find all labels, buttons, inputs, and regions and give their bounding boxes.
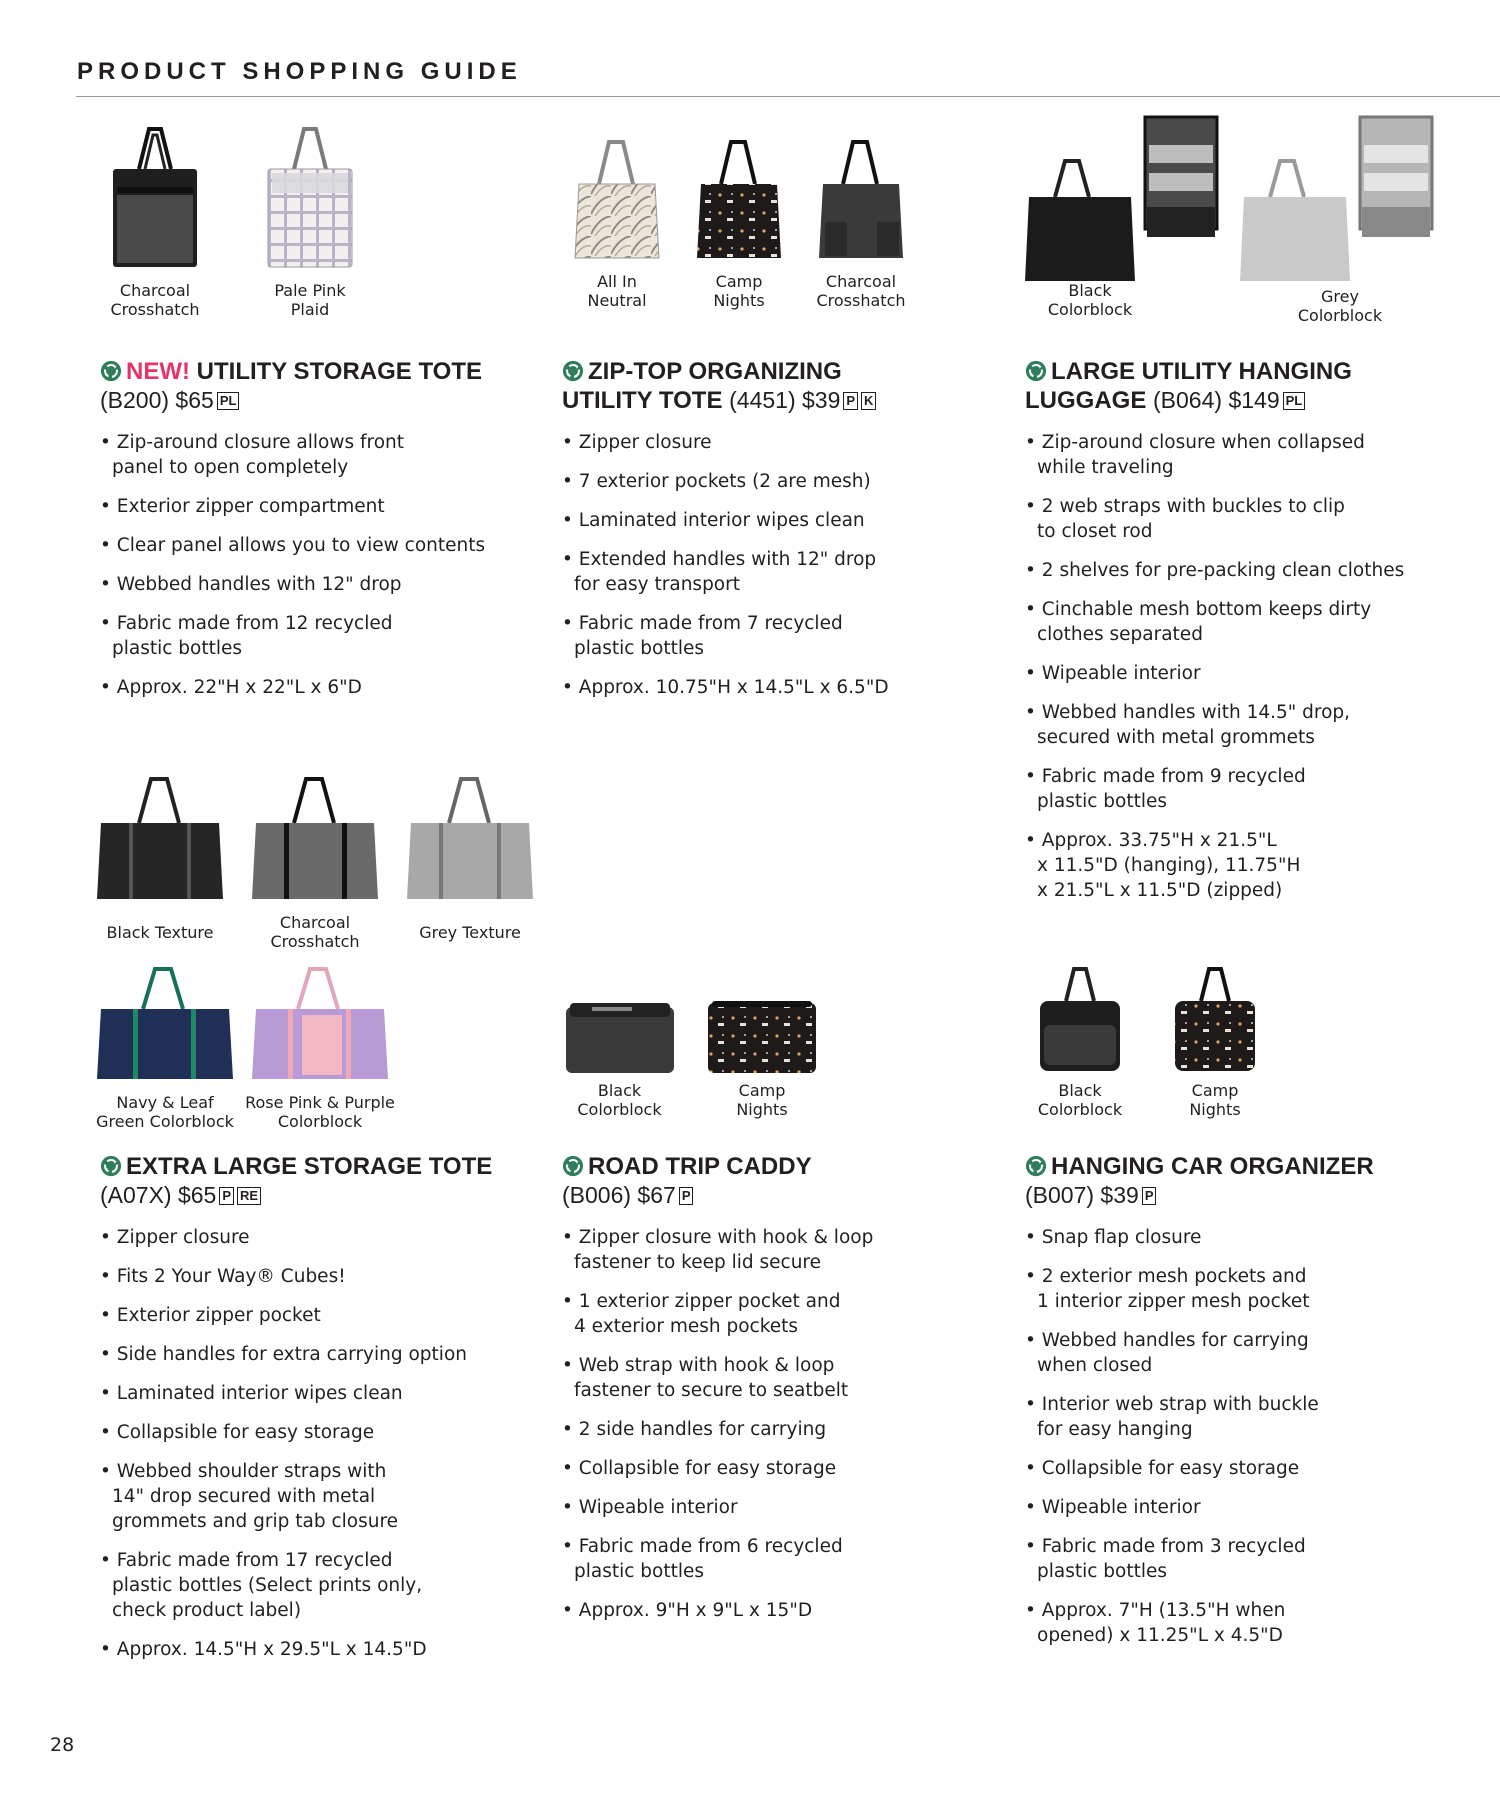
feature-list [100, 1225, 520, 1676]
product-title [1025, 358, 1455, 386]
badge-p: P [219, 1187, 234, 1205]
product-title [100, 1153, 550, 1181]
swatch-grey-colorblock[interactable] [1240, 115, 1440, 325]
swatch-camp-nights[interactable] [702, 995, 822, 1119]
feature-item: • Approx. 9"H x 9"L x 15"D [562, 1600, 813, 1621]
organizer-black-colorblock-icon [1034, 965, 1126, 1075]
page-number: 28 [50, 1734, 75, 1756]
product-road-trip-caddy [562, 995, 952, 1645]
feature-list [562, 430, 942, 714]
product-name-line2: UTILITY TOTE [562, 387, 723, 414]
swatch-label: Black Colorblock [577, 1081, 662, 1119]
swatch-black-texture[interactable] [90, 775, 230, 942]
product-name: HANGING CAR ORGANIZER [1051, 1153, 1374, 1180]
bag-charcoal-crosshatch-icon [815, 136, 907, 266]
product-title-line2 [562, 386, 942, 415]
recycle-icon [562, 360, 584, 382]
feature-item: • Zip-around closure allows front panel to open completely [100, 432, 405, 478]
feature-item: • Approx. 7"H (13.5"H when opened) x 11.25"L x 4.5"D [1025, 1600, 1286, 1646]
swatch-rose-pink-purple[interactable] [240, 965, 400, 1131]
recycle-icon [100, 360, 122, 382]
bag-pale-pink-plaid-icon [262, 125, 358, 275]
product-title [562, 1153, 952, 1181]
swatch-label: Pale Pink Plaid [274, 281, 346, 319]
feature-list [1025, 430, 1445, 917]
feature-item: • Collapsible for easy storage [1025, 1458, 1300, 1479]
code-price: (A07X) $65 [100, 1182, 217, 1208]
feature-item: • Collapsible for easy storage [100, 1422, 375, 1443]
duffel-grey-texture-icon [405, 775, 535, 905]
caddy-camp-nights-icon [706, 995, 818, 1075]
feature-item: • 2 web straps with buckles to clip to closet rod [1025, 496, 1345, 542]
code-price: (B200) $65 [100, 387, 214, 413]
feature-item: • Fabric made from 3 recycled plastic bottles [1025, 1536, 1306, 1582]
feature-list [562, 1225, 942, 1637]
bag-charcoal-crosshatch-icon [107, 125, 203, 275]
feature-item: • Interior web strap with buckle for easy hanging [1025, 1394, 1319, 1440]
product-title [562, 358, 942, 386]
swatch-all-in-neutral[interactable] [562, 136, 672, 310]
feature-list [100, 430, 500, 714]
feature-item: • Exterior zipper compartment [100, 496, 385, 517]
feature-item: • Cinchable mesh bottom keeps dirty clothes separated [1025, 599, 1372, 645]
duffel-black-texture-icon [95, 775, 225, 905]
swatch-label: Camp Nights [713, 272, 765, 310]
swatch-camp-nights[interactable] [1160, 965, 1270, 1119]
swatch-charcoal-crosshatch[interactable] [806, 136, 916, 310]
feature-item: • 2 side handles for carrying [562, 1419, 827, 1440]
feature-item: • Collapsible for easy storage [562, 1458, 837, 1479]
swatch-label: All In Neutral [587, 272, 647, 310]
swatch-label: Grey Colorblock [1297, 287, 1383, 325]
feature-item: • Fabric made from 17 recycled plastic bottles (Select prints only, check product label) [100, 1550, 423, 1621]
feature-item: • 7 exterior pockets (2 are mesh) [562, 471, 871, 492]
feature-item: • Laminated interior wipes clean [562, 510, 865, 531]
product-title-line2 [1025, 386, 1455, 415]
swatch-pale-pink-plaid[interactable] [255, 125, 365, 319]
swatch-label: Black Texture [106, 923, 214, 942]
swatch-label: Black Colorblock [1037, 1081, 1123, 1119]
bag-camp-nights-icon [693, 136, 785, 266]
product-name-line1: LARGE UTILITY HANGING [1051, 358, 1352, 385]
product-utility-storage-tote [100, 120, 500, 700]
duffel-rose-pink-purple-icon [250, 965, 390, 1085]
code-price: (4451) $39 [729, 387, 841, 413]
recycle-icon [100, 1155, 122, 1177]
feature-item: • Fabric made from 7 recycled plastic bottles [562, 613, 843, 659]
product-zip-top-organizing-utility-tote [562, 120, 942, 700]
caddy-black-colorblock-icon [564, 995, 676, 1075]
badge-k: K [861, 392, 876, 410]
product-name-line1: ZIP-TOP ORGANIZING [588, 358, 842, 385]
product-large-utility-hanging-luggage [1025, 115, 1455, 915]
code-price: (B007) $39 [1025, 1182, 1139, 1208]
swatch-navy-leaf-green[interactable] [90, 965, 240, 1131]
feature-item: • Approx. 33.75"H x 21.5"L x 11.5"D (hanging), 11.75"H x 21.5"L x 11.5"D (zipped) [1025, 830, 1301, 901]
product-name-line2: LUGGAGE [1025, 387, 1147, 414]
swatch-grey-texture[interactable] [400, 775, 540, 942]
feature-item: • Approx. 22"H x 22"L x 6"D [100, 677, 362, 698]
product-code-price [100, 1181, 550, 1209]
duffel-navy-leaf-green-icon [95, 965, 235, 1085]
swatch-black-colorblock[interactable] [1025, 965, 1135, 1119]
feature-item: • 1 exterior zipper pocket and 4 exterior mesh pockets [562, 1291, 841, 1337]
swatch-label: Camp Nights [1189, 1081, 1241, 1119]
luggage-black-colorblock-icon [1025, 115, 1225, 285]
swatch-label: Black Colorblock [1047, 281, 1133, 319]
feature-item: • Zipper closure with hook & loop fastener to keep lid secure [562, 1227, 874, 1273]
swatch-charcoal-crosshatch[interactable] [100, 125, 210, 319]
recycle-icon [1025, 1155, 1047, 1177]
product-name: EXTRA LARGE STORAGE TOTE [126, 1153, 493, 1180]
swatch-black-colorblock[interactable] [1025, 115, 1225, 319]
feature-item: • Exterior zipper pocket [100, 1305, 321, 1326]
feature-item: • Web strap with hook & loop fastener to secure to seatbelt [562, 1355, 849, 1401]
feature-item: • Webbed shoulder straps with 14" drop secured with metal grommets and grip tab closure [100, 1461, 399, 1532]
feature-item: • 2 shelves for pre-packing clean clothes [1025, 560, 1405, 581]
product-extra-large-storage-tote [90, 775, 540, 1675]
feature-item: • 2 exterior mesh pockets and 1 interior zipper mesh pocket [1025, 1266, 1310, 1312]
new-label: NEW! [126, 358, 190, 385]
badge-pl: PL [217, 392, 240, 410]
header-divider [76, 96, 1500, 97]
organizer-camp-nights-icon [1169, 965, 1261, 1075]
feature-item: • Wipeable interior [1025, 1497, 1201, 1518]
swatch-label: Camp Nights [736, 1081, 788, 1119]
code-price: (B064) $149 [1153, 387, 1280, 413]
duffel-charcoal-crosshatch-icon [250, 775, 380, 905]
feature-item: • Zip-around closure when collapsed while traveling [1025, 432, 1365, 478]
feature-item: • Webbed handles for carrying when closed [1025, 1330, 1309, 1376]
swatch-label: Grey Texture [419, 923, 521, 942]
swatch-label: Charcoal Crosshatch [816, 272, 906, 310]
swatch-black-colorblock[interactable] [562, 995, 677, 1119]
feature-item: • Zipper closure [100, 1227, 250, 1248]
badge-pl: PL [1283, 392, 1306, 410]
badge-p: P [1142, 1187, 1157, 1205]
badge-re: RE [237, 1187, 261, 1205]
bag-all-in-neutral-icon [571, 136, 663, 266]
swatch-camp-nights[interactable] [684, 136, 794, 310]
code-price: (B006) $67 [562, 1182, 676, 1208]
swatch-label: Charcoal Crosshatch [270, 913, 360, 951]
feature-item: • Side handles for extra carrying option [100, 1344, 467, 1365]
recycle-icon [562, 1155, 584, 1177]
feature-item: • Approx. 14.5"H x 29.5"L x 14.5"D [100, 1639, 427, 1660]
swatch-charcoal-crosshatch[interactable] [245, 775, 385, 951]
feature-item: • Webbed handles with 12" drop [100, 574, 402, 595]
feature-item: • Laminated interior wipes clean [100, 1383, 403, 1404]
badge-p: P [843, 392, 858, 410]
page-title: PRODUCT SHOPPING GUIDE [77, 58, 522, 85]
product-code-price [562, 1181, 952, 1209]
feature-item: • Wipeable interior [1025, 663, 1201, 684]
feature-item: • Extended handles with 12" drop for easy transport [562, 549, 877, 595]
swatch-label: Charcoal Crosshatch [110, 281, 200, 319]
recycle-icon [1025, 360, 1047, 382]
feature-item: • Fabric made from 12 recycled plastic bottles [100, 613, 393, 659]
product-hanging-car-organizer [1025, 965, 1445, 1665]
product-code-price [1025, 1181, 1445, 1209]
feature-item: • Clear panel allows you to view contents [100, 535, 486, 556]
feature-item: • Snap flap closure [1025, 1227, 1202, 1248]
feature-item: • Wipeable interior [562, 1497, 738, 1518]
swatch-label: Navy & Leaf Green Colorblock [96, 1093, 234, 1131]
product-code-price [100, 386, 500, 414]
product-name: ROAD TRIP CADDY [588, 1153, 812, 1180]
feature-item: • Fabric made from 9 recycled plastic bottles [1025, 766, 1306, 812]
feature-item: • Fits 2 Your Way® Cubes! [100, 1266, 346, 1287]
badge-p: P [679, 1187, 694, 1205]
swatch-label: Rose Pink & Purple Colorblock [245, 1093, 395, 1131]
feature-item: • Approx. 10.75"H x 14.5"L x 6.5"D [562, 677, 889, 698]
feature-item: • Zipper closure [562, 432, 712, 453]
product-title [100, 358, 500, 386]
product-title [1025, 1153, 1445, 1181]
feature-list [1025, 1225, 1425, 1662]
feature-item: • Webbed handles with 14.5" drop, secured with metal grommets [1025, 702, 1351, 748]
feature-item: • Fabric made from 6 recycled plastic bottles [562, 1536, 843, 1582]
product-name: UTILITY STORAGE TOTE [196, 358, 483, 385]
luggage-grey-colorblock-icon [1240, 115, 1440, 285]
